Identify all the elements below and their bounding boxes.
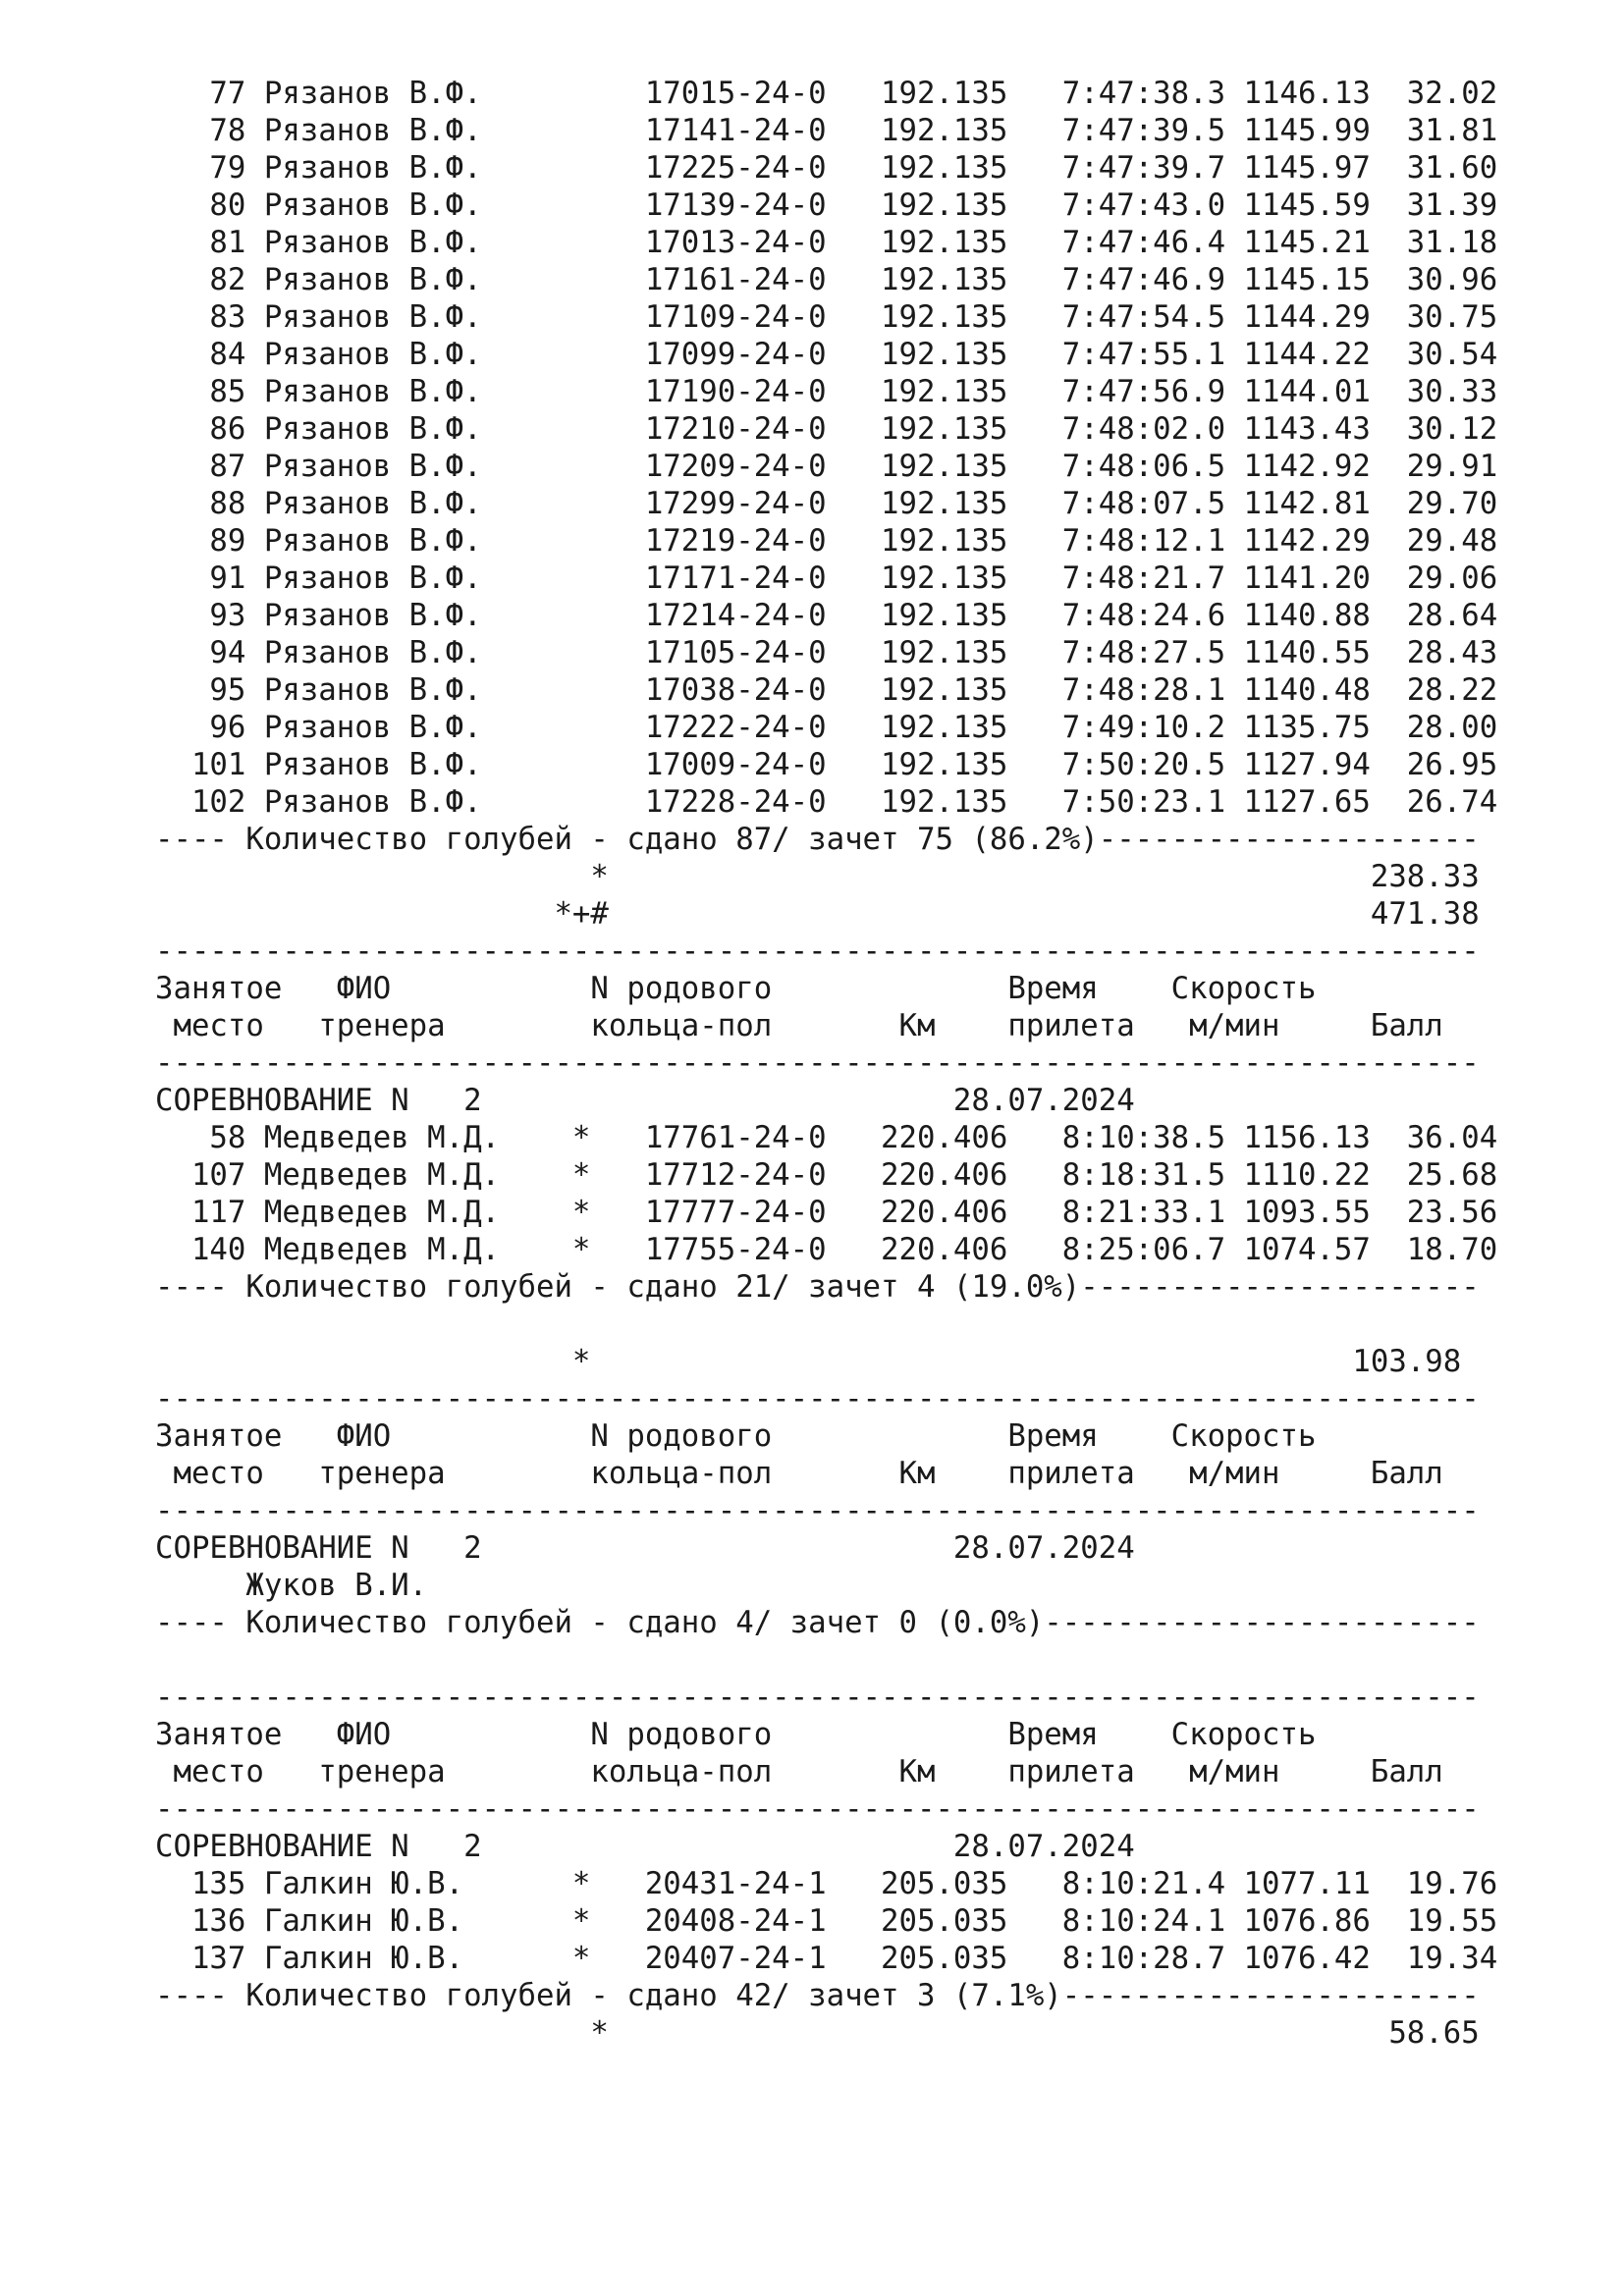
result-row: 101 Рязанов В.Ф. 17009-24-0 192.135 7:50:20.5 1127.94 26.95 [155, 748, 1498, 782]
result-row: 86 Рязанов В.Ф. 17210-24-0 192.135 7:48:02.0 1143.43 30.12 [155, 412, 1498, 447]
result-row: 136 Галкин Ю.В. * 20408-24-1 205.035 8:10:24.1 1076.86 19.55 [155, 1904, 1498, 1939]
result-row: 83 Рязанов В.Ф. 17109-24-0 192.135 7:47:54.5 1144.29 30.75 [155, 300, 1498, 335]
result-row: 137 Галкин Ю.В. * 20407-24-1 205.035 8:10:28.7 1076.42 19.34 [155, 1942, 1498, 1976]
result-row: 58 Медведев М.Д. * 17761-24-0 220.406 8:10:38.5 1156.13 36.04 [155, 1121, 1498, 1155]
result-row: 85 Рязанов В.Ф. 17190-24-0 192.135 7:47:56.9 1144.01 30.33 [155, 375, 1498, 409]
result-row: 87 Рязанов В.Ф. 17209-24-0 192.135 7:48:06.5 1142.92 29.91 [155, 450, 1498, 484]
result-row: 79 Рязанов В.Ф. 17225-24-0 192.135 7:47:39.7 1145.97 31.60 [155, 151, 1498, 186]
score-total-line: *+# 471.38 [155, 897, 1480, 932]
table-header-row: Занятое ФИО N родового Время Скорость [155, 1419, 1317, 1454]
separator-line: ------------------------------------------------------------------------- [155, 1681, 1480, 1715]
pigeon-count-summary: ---- Количество голубей - сдано 21/ зачет 4 (19.0%)---------------------- [155, 1270, 1480, 1305]
score-total-line: * 103.98 [155, 1345, 1462, 1379]
blank-line [155, 1307, 1497, 1344]
separator-line: ------------------------------------------------------------------------- [155, 934, 1480, 969]
result-row: 95 Рязанов В.Ф. 17038-24-0 192.135 7:48:28.1 1140.48 28.22 [155, 673, 1498, 708]
table-header-row: Занятое ФИО N родового Время Скорость [155, 972, 1317, 1006]
result-row: 89 Рязанов В.Ф. 17219-24-0 192.135 7:48:12.1 1142.29 29.48 [155, 524, 1498, 559]
result-row: 107 Медведев М.Д. * 17712-24-0 220.406 8:18:31.5 1110.22 25.68 [155, 1158, 1498, 1193]
table-header-row: Занятое ФИО N родового Время Скорость [155, 1718, 1317, 1752]
result-row: 102 Рязанов В.Ф. 17228-24-0 192.135 7:50:23.1 1127.65 26.74 [155, 785, 1498, 820]
blank-line [155, 1642, 1497, 1680]
result-row: 84 Рязанов В.Ф. 17099-24-0 192.135 7:47:55.1 1144.22 30.54 [155, 338, 1498, 372]
result-row: 77 Рязанов В.Ф. 17015-24-0 192.135 7:47:38.3 1146.13 32.02 [155, 77, 1498, 111]
text-line: Жуков В.И. [155, 1569, 428, 1603]
table-header-row: место тренера кольца-пол Км прилета м/мин Балл [155, 1009, 1443, 1043]
pigeon-count-summary: ---- Количество голубей - сдано 4/ зачет 0 (0.0%)------------------------ [155, 1606, 1480, 1640]
result-row: 117 Медведев М.Д. * 17777-24-0 220.406 8:21:33.1 1093.55 23.56 [155, 1196, 1498, 1230]
table-header-row: место тренера кольца-пол Км прилета м/мин Балл [155, 1457, 1443, 1491]
separator-line: ------------------------------------------------------------------------- [155, 1382, 1480, 1416]
result-row: 94 Рязанов В.Ф. 17105-24-0 192.135 7:48:27.5 1140.55 28.43 [155, 636, 1498, 670]
result-row: 82 Рязанов В.Ф. 17161-24-0 192.135 7:47:46.9 1145.15 30.96 [155, 263, 1498, 297]
result-row: 81 Рязанов В.Ф. 17013-24-0 192.135 7:47:46.4 1145.21 31.18 [155, 226, 1498, 260]
result-row: 88 Рязанов В.Ф. 17299-24-0 192.135 7:48:07.5 1142.81 29.70 [155, 487, 1498, 521]
score-total-line: * 58.65 [155, 2016, 1480, 2051]
result-row: 140 Медведев М.Д. * 17755-24-0 220.406 8:25:06.7 1074.57 18.70 [155, 1233, 1498, 1267]
result-row: 135 Галкин Ю.В. * 20431-24-1 205.035 8:10:21.4 1077.11 19.76 [155, 1867, 1498, 1901]
result-row: 96 Рязанов В.Ф. 17222-24-0 192.135 7:49:10.2 1135.75 28.00 [155, 711, 1498, 745]
pigeon-count-summary: ---- Количество голубей - сдано 87/ зачет 75 (86.2%)--------------------- [155, 823, 1480, 857]
result-row: 91 Рязанов В.Ф. 17171-24-0 192.135 7:48:21.7 1141.20 29.06 [155, 561, 1498, 596]
competition-heading: СОРЕВНОВАНИЕ N 2 28.07.2024 [155, 1830, 1135, 1864]
score-total-line: * 238.33 [155, 860, 1480, 894]
competition-heading: СОРЕВНОВАНИЕ N 2 28.07.2024 [155, 1531, 1135, 1566]
separator-line: ------------------------------------------------------------------------- [155, 1494, 1480, 1528]
result-row: 78 Рязанов В.Ф. 17141-24-0 192.135 7:47:39.5 1145.99 31.81 [155, 114, 1498, 148]
separator-line: ------------------------------------------------------------------------- [155, 1792, 1480, 1827]
separator-line: ------------------------------------------------------------------------- [155, 1046, 1480, 1081]
pigeon-count-summary: ---- Количество голубей - сдано 42/ зачет 3 (7.1%)----------------------- [155, 1979, 1480, 2013]
result-row: 93 Рязанов В.Ф. 17214-24-0 192.135 7:48:24.6 1140.88 28.64 [155, 599, 1498, 633]
result-row: 80 Рязанов В.Ф. 17139-24-0 192.135 7:47:43.0 1145.59 31.39 [155, 188, 1498, 223]
table-header-row: место тренера кольца-пол Км прилета м/мин Балл [155, 1755, 1443, 1789]
results-printout [155, 76, 1497, 2053]
competition-heading: СОРЕВНОВАНИЕ N 2 28.07.2024 [155, 1084, 1135, 1118]
